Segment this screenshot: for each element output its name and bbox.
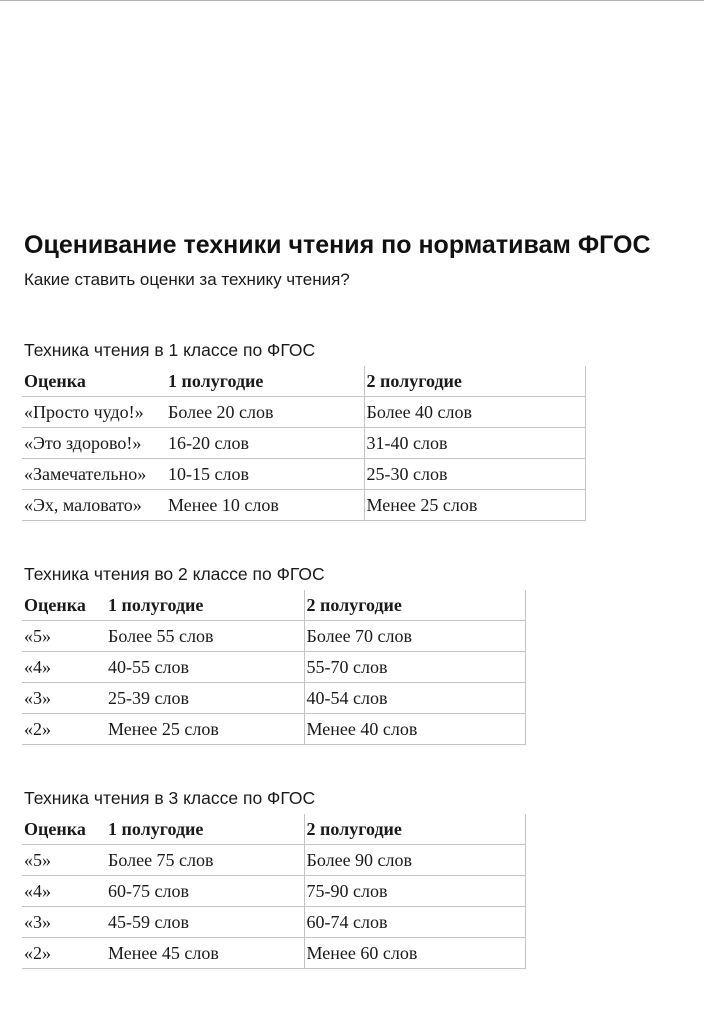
- cell-half-1: Более 55 слов: [106, 621, 304, 652]
- cell-half-1: Менее 25 слов: [106, 714, 304, 745]
- table-caption-grade-3: Техника чтения в 3 классе по ФГОС: [24, 788, 316, 808]
- column-header-half-2: 2 полугодие: [304, 590, 525, 621]
- page-title: Оценивание техники чтения по нормативам ФГОС: [24, 231, 651, 259]
- table-row: [22, 397, 585, 428]
- cell-half-1: 45-59 слов: [106, 907, 304, 938]
- cell-half-1: 60-75 слов: [106, 876, 304, 907]
- cell-grade: «5»: [22, 845, 106, 876]
- cell-grade: «4»: [22, 652, 106, 683]
- column-header-grade: Оценка: [22, 590, 106, 621]
- cell-grade: «3»: [22, 683, 106, 714]
- table-row: [22, 652, 525, 683]
- table-row: [22, 938, 525, 969]
- cell-grade: «Это здорово!»: [22, 428, 166, 459]
- cell-grade: «Эх, маловато»: [22, 490, 166, 521]
- cell-half-2: 60-74 слов: [304, 907, 525, 938]
- cell-grade: «4»: [22, 876, 106, 907]
- cell-grade: «2»: [22, 938, 106, 969]
- column-header-half-1: 1 полугодие: [106, 590, 304, 621]
- cell-grade: «3»: [22, 907, 106, 938]
- cell-half-2: Более 90 слов: [304, 845, 525, 876]
- column-header-half-1: 1 полугодие: [106, 814, 304, 845]
- table-row: [22, 907, 525, 938]
- table-row: [22, 714, 525, 745]
- cell-half-2: 31-40 слов: [364, 428, 585, 459]
- table-row: [22, 459, 585, 490]
- reading-norms-table-grade-1: [22, 366, 586, 521]
- column-header-grade: Оценка: [22, 366, 166, 397]
- cell-half-2: Менее 60 слов: [304, 938, 525, 969]
- cell-half-2: Более 70 слов: [304, 621, 525, 652]
- reading-norms-table-grade-3: [22, 814, 526, 969]
- table-header-row: [22, 814, 525, 845]
- table-row: [22, 683, 525, 714]
- cell-grade: «5»: [22, 621, 106, 652]
- table-row: [22, 490, 585, 521]
- cell-grade: «Замечательно»: [22, 459, 166, 490]
- cell-half-2: 75-90 слов: [304, 876, 525, 907]
- cell-half-1: 16-20 слов: [166, 428, 364, 459]
- cell-grade: «Просто чудо!»: [22, 397, 166, 428]
- cell-half-2: Менее 25 слов: [364, 490, 585, 521]
- column-header-grade: Оценка: [22, 814, 106, 845]
- table-caption-grade-1: Техника чтения в 1 классе по ФГОС: [24, 340, 316, 360]
- cell-half-2: Менее 40 слов: [304, 714, 525, 745]
- table-header-row: [22, 590, 525, 621]
- cell-half-1: 40-55 слов: [106, 652, 304, 683]
- cell-half-2: 40-54 слов: [304, 683, 525, 714]
- table-row: [22, 876, 525, 907]
- table-header-row: [22, 366, 585, 397]
- reading-norms-table-grade-2: [22, 590, 526, 745]
- cell-half-1: Более 75 слов: [106, 845, 304, 876]
- column-header-half-2: 2 полугодие: [304, 814, 525, 845]
- column-header-half-2: 2 полугодие: [364, 366, 585, 397]
- cell-half-1: 10-15 слов: [166, 459, 364, 490]
- cell-half-2: 55-70 слов: [304, 652, 525, 683]
- cell-half-1: 25-39 слов: [106, 683, 304, 714]
- table-row: [22, 621, 525, 652]
- cell-half-1: Более 20 слов: [166, 397, 364, 428]
- cell-half-2: Более 40 слов: [364, 397, 585, 428]
- page-subtitle: Какие ставить оценки за технику чтения?: [24, 270, 350, 289]
- cell-half-2: 25-30 слов: [364, 459, 585, 490]
- top-divider: [0, 0, 704, 1]
- table-row: [22, 428, 585, 459]
- table-row: [22, 845, 525, 876]
- column-header-half-1: 1 полугодие: [166, 366, 364, 397]
- table-caption-grade-2: Техника чтения во 2 классе по ФГОС: [24, 564, 325, 584]
- cell-half-1: Менее 45 слов: [106, 938, 304, 969]
- cell-grade: «2»: [22, 714, 106, 745]
- cell-half-1: Менее 10 слов: [166, 490, 364, 521]
